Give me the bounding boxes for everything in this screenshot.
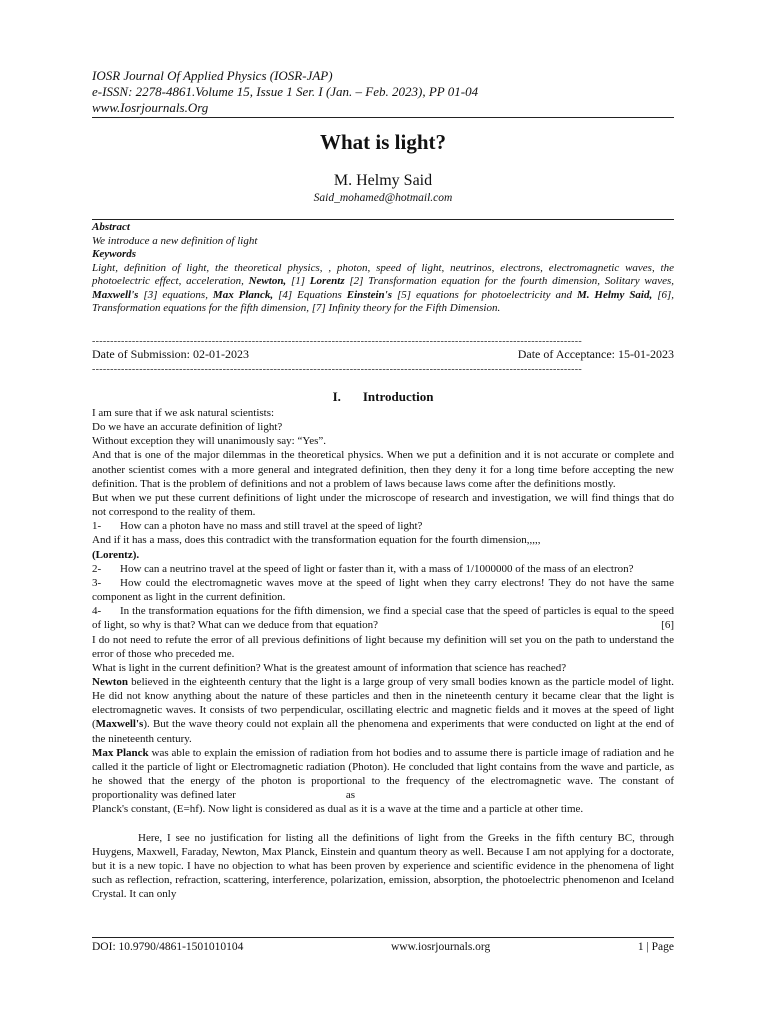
- header-rule: [92, 117, 674, 118]
- keywords-part: [5] equations for photoelectricity and: [391, 288, 577, 301]
- paragraph: I do not need to refute the error of all previous definitions of light because my definition will set you on the path to understand the error of those who preceded me.: [92, 633, 674, 660]
- journal-url: www.Iosrjournals.Org: [92, 100, 209, 115]
- keywords-part: Light, definition of light, the theoretical physics, , photon, speed of light, neutrinos, electrons, electromagnetic waves, the photoelectric effect, acceleration,: [92, 261, 674, 287]
- list-number: 1-: [92, 520, 102, 533]
- paragraph: Do we have an accurate definition of light?: [92, 421, 283, 434]
- keywords-part: [6], Transformation equations for the fifth dimension, [7] Infinity theory for the Fifth Dimension.: [92, 288, 675, 314]
- keyword-planck: Max Planck,: [212, 288, 274, 301]
- abstract-text: We introduce a new definition of light: [92, 234, 258, 247]
- paragraph: (Lorentz).: [92, 548, 140, 561]
- paragraph: [92, 675, 674, 746]
- paragraph-part: as: [345, 789, 356, 802]
- footer-site: www.iosrjournals.org: [390, 941, 491, 953]
- citation-ref: [6]: [661, 619, 674, 632]
- keywords-heading: Keywords: [92, 248, 136, 260]
- keyword-lorentz: Lorentz: [309, 275, 345, 287]
- author-email: Said_mohamed@hotmail.com: [313, 192, 453, 204]
- paragraph: And that is one of the major dilemmas in the theoretical physics. When we put a definition and it is not accurate or complete and another scientist comes with a more general and integrated definition, then they deny it for a long time before accepting the new definition. That is the problem of definitions and not a problem of laws because laws come after the definitions mostly.: [92, 449, 674, 490]
- name-maxwell: Maxwell's: [95, 718, 144, 731]
- keywords-text: [92, 262, 674, 316]
- paragraph: [92, 746, 674, 803]
- footer-page: 1 | Page: [637, 941, 674, 953]
- list-text: In the transformation equations for the fifth dimension, we find a special case that the speed of particles is equal to the speed of light, so why is that? What can we deduce from that equation?: [92, 605, 674, 632]
- list-item: [92, 604, 674, 632]
- keywords-part: [2] Transformation equation for the fourth dimension, Solitary waves,: [344, 275, 675, 287]
- acceptance-date: Date of Acceptance: 15-01-2023: [517, 347, 674, 361]
- abstract-heading: Abstract: [92, 221, 130, 233]
- keyword-newton: Newton,: [248, 275, 287, 287]
- paragraph-part: ). But the wave theory could not explain all the phenomena and experiments that were conducted on light at the end of the nineteenth century.: [92, 718, 674, 745]
- list-text: How can a neutrino travel at the speed of light or faster than it, with a mass of 1/1000000 of the mass of an electron?: [120, 562, 634, 575]
- keywords-part: [1]: [286, 275, 310, 287]
- list-item: [92, 576, 674, 604]
- footer-doi: DOI: 10.9790/4861-1501010104: [92, 941, 244, 953]
- keyword-said: M. Helmy Said,: [576, 288, 653, 301]
- journal-header: [92, 68, 478, 116]
- paragraph: And if it has a mass, does this contradict with the transformation equation for the fourth dimension,,,,,: [92, 534, 541, 547]
- dash-separator: ---------------------------------------------------------------------------------------------------------------------------------------: [92, 337, 583, 347]
- abstract-rule: [92, 219, 674, 220]
- paper-title: What is light?: [319, 130, 447, 154]
- name-planck: Max Planck: [92, 746, 149, 759]
- list-item: [92, 519, 674, 533]
- list-number: 4-: [92, 605, 102, 618]
- section-number: I.: [332, 389, 341, 404]
- page-footer: [92, 941, 674, 953]
- journal-name: IOSR Journal Of Applied Physics (IOSR-JAP): [92, 68, 333, 83]
- list-text: How can a photon have no mass and still travel at the speed of light?: [120, 520, 423, 533]
- list-number: 2-: [92, 562, 102, 575]
- paragraph: Without exception they will unanimously say: “Yes”.: [92, 435, 326, 448]
- footer-rule: [92, 937, 674, 938]
- journal-issn: e-ISSN: 2278-4861.Volume 15, Issue 1 Ser. I (Jan. – Feb. 2023), PP 01-04: [92, 84, 479, 99]
- paragraph: I am sure that if we ask natural scientists:: [92, 407, 275, 419]
- dates-row: [92, 347, 674, 362]
- name-newton: Newton: [92, 675, 129, 688]
- paragraph: What is light in the current definition? What is the greatest amount of information that science has reached?: [92, 661, 567, 674]
- keywords-part: [4] Equations: [273, 288, 347, 301]
- paragraph: Here, I see no justification for listing all the definitions of light from the Greeks in the fifth century BC, through Huygens, Maxwell, Faraday, Newton, Max Planck, Einstein and quantum theory as well. Because I am not applying for a doctorate, but it is a new topic. I have no objection to what has been proven by experience and scientific evidence in the phenomena of light such as reflection, refraction, scattering, interference, polarization, emission, absorption, the photoelectric phenomenon and Iceland Crystal. It can only: [92, 831, 674, 901]
- list-number: 3-: [92, 576, 102, 589]
- paragraph: Planck's constant, (E=hf). Now light is considered as dual as it is a wave at the time and a particle at other time.: [92, 803, 584, 816]
- keyword-einstein: Einstein's: [346, 288, 392, 301]
- paragraph-part: believed in the eighteenth century that the light is a large group of very small bodies known as the particle model of light. He did not know anything about the nature of these particles and then in the nineteenth century it became clear that the light is electromagnetic waves. It consists of two perpendicular, oscillating electric and magnetic fields and it moves at the speed of light (: [92, 675, 674, 731]
- list-item: [92, 562, 674, 576]
- abstract-block: [92, 221, 674, 316]
- author-name: M. Helmy Said: [333, 172, 433, 189]
- dash-separator: ---------------------------------------------------------------------------------------------------------------------------------------: [92, 365, 583, 375]
- keyword-maxwell: Maxwell's: [92, 288, 139, 301]
- paragraph-part: was able to explain the emission of radiation from hot bodies and to assume there is particle image of radiation and he called it the particle of light or Electromagnetic radiation (Photon). He concluded that light contains from the wave and particle, as he showed that the energy of the photon is proportional to the frequency of the electromagnetic wave. The constant of proportionality was defined later: [92, 746, 674, 802]
- submission-date: Date of Submission: 02-01-2023: [92, 347, 249, 361]
- section-heading: [92, 389, 674, 405]
- section-title: Introduction: [362, 389, 434, 404]
- list-text: How could the electromagnetic waves move at the speed of light when they carry electrons! They do not have the same component as light in the current definition.: [92, 576, 674, 604]
- paragraph: But when we put these current definitions of light under the microscope of research and investigation, we will find things that do not correspond to the reality of them.: [92, 491, 674, 519]
- keywords-part: [3] equations,: [138, 288, 213, 301]
- body-text: [92, 406, 674, 901]
